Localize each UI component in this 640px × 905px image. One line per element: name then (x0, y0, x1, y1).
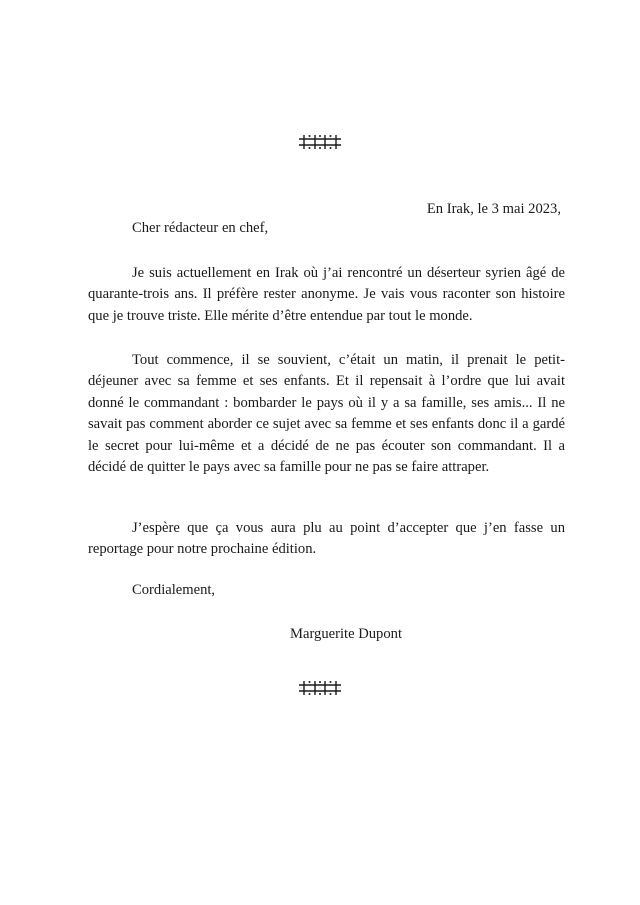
signature: Marguerite Dupont (290, 626, 402, 642)
paragraph-1: Je suis actuellement en Irak où j’ai rencontré un déserteur syrien âgé de quarante-trois ans. Il préfère rester anonyme. Je vais vous raconter son histoire que je trouve triste. Elle mérite d’être entendue par tout le monde. (88, 265, 565, 324)
date-line: En Irak, le 3 mai 2023, (426, 201, 561, 217)
closing: Cordialement, (132, 582, 216, 598)
top-divider-icon (298, 134, 342, 150)
paragraph-3: J’espère que ça vous aura plu au point d’accepter que j’en fasse un reportage pour notre prochaine édition. (88, 520, 565, 558)
paragraph-2: Tout commence, il se souvient, c’était un matin, il prenait le petit-déjeuner avec sa femme et ses enfants. Et il repensait à l’ordre que lui avait donné le commandant : bombarder le pays où il y a sa famille, ses amis... Il ne savait pas comment aborder ce sujet avec sa femme et ses enfants donc il a gardé le secret pour lui-même et a décidé de ne pas écouter son commandant. Il a décidé de quitter le pays avec sa famille pour ne pas se faire attraper. (88, 352, 565, 476)
bottom-divider-icon (298, 680, 342, 696)
salutation: Cher rédacteur en chef, (132, 220, 269, 236)
